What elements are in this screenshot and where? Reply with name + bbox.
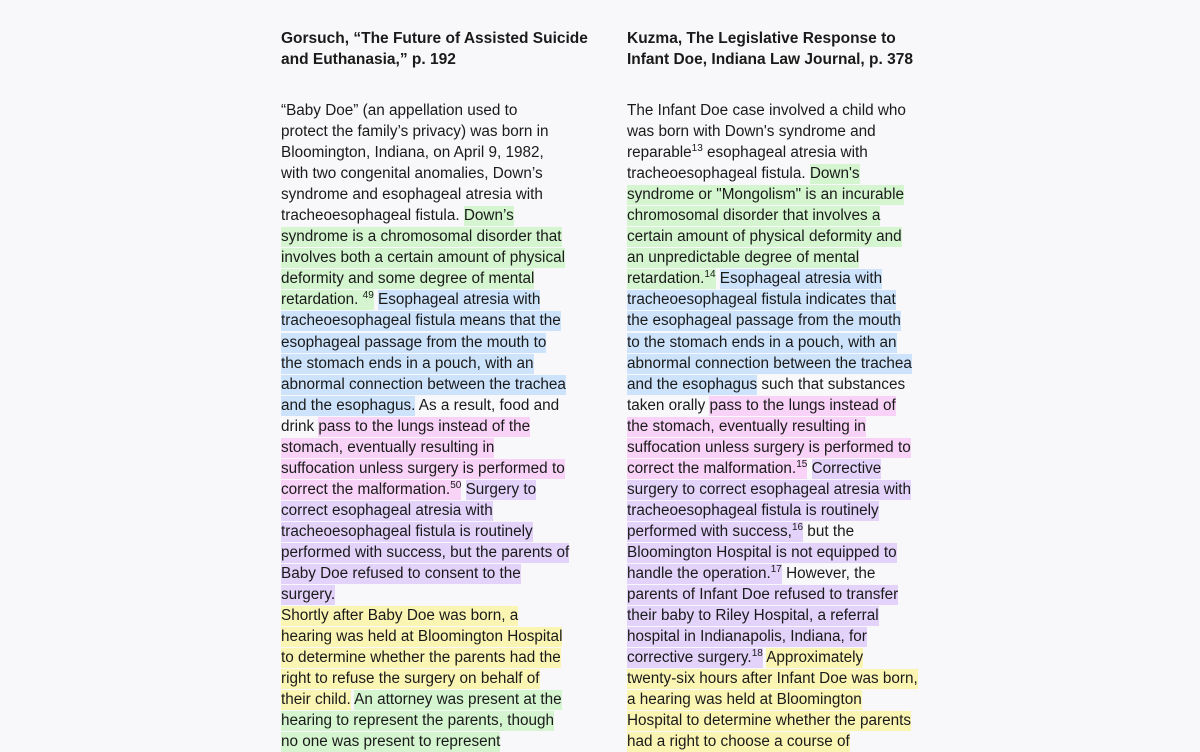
plain-text: tracheoesophageal fistula. (627, 165, 810, 183)
highlighted-blue-text: abnormal connection between the trachea (627, 354, 912, 372)
text-line (281, 247, 606, 268)
highlighted-blue-text: abnormal connection between the trachea (281, 375, 566, 393)
text-line (627, 668, 957, 689)
highlighted-blue-text: the stomach ends in a pouch, with an (281, 354, 534, 372)
highlighted-purple-text: hospital in Indianapolis, Indiana, for (627, 628, 867, 646)
text-line (627, 205, 957, 226)
text-line (281, 500, 606, 521)
text-line (281, 395, 606, 416)
highlighted-pink-text: pass to the lungs instead of (709, 396, 896, 414)
highlighted-green-text: retardation. (281, 291, 363, 309)
text-line (627, 374, 957, 395)
text-line (281, 626, 606, 647)
highlighted-green-text: an unpredictable degree of mental (627, 249, 860, 267)
plain-text: taken orally (627, 396, 710, 414)
highlighted-green-text: chromosomal disorder that involves a (627, 207, 881, 225)
highlighted-blue-text: tracheoesophageal fistula indicates that (627, 291, 896, 309)
highlighted-purple-text: handle the operation. (627, 565, 771, 583)
highlighted-yellow-text: twenty-six hours after Infant Doe was born, (627, 670, 918, 688)
text-line (281, 542, 606, 563)
plain-text: However, the (781, 565, 876, 583)
highlighted-pink-text (450, 480, 461, 500)
plain-text: esophageal atresia with (702, 144, 868, 162)
highlighted-green-text: certain amount of physical deformity and (627, 228, 902, 246)
highlighted-green-text (704, 269, 715, 289)
plain-text: was born with Down's syndrome and (627, 123, 876, 141)
highlighted-green-text: involves both a certain amount of physical (281, 249, 566, 267)
highlighted-yellow-text: their child. (281, 691, 351, 709)
highlighted-pink-text: suffocation unless surgery is performed to (281, 459, 565, 477)
text-line (281, 310, 606, 331)
plain-text: with two congenital anomalies, Down’s (281, 165, 543, 183)
highlighted-pink-text (796, 459, 807, 479)
text-line (281, 353, 606, 374)
highlighted-green-text: no one was present to represent (281, 733, 501, 751)
highlighted-yellow-text: hearing was held at Bloomington Hospital (281, 628, 563, 646)
text-line (627, 605, 957, 626)
highlighted-purple-text (771, 564, 782, 584)
plain-text: As a result, food and (415, 396, 560, 414)
text-line (627, 479, 957, 500)
plain-text: such that substances (757, 375, 906, 393)
highlighted-purple-text: Surgery to (465, 480, 537, 498)
highlighted-purple-text: Corrective (811, 459, 882, 477)
highlighted-purple-text: Baby Doe refused to consent to the (281, 565, 521, 583)
highlighted-pink-text: stomach, eventually resulting in (281, 438, 495, 456)
highlighted-blue-text: and the esophagus. (281, 396, 416, 414)
text-line (627, 542, 957, 563)
text-line (281, 205, 606, 226)
heading-line: Kuzma, The Legislative Response to (627, 30, 896, 47)
plain-text (461, 480, 465, 500)
text-line (281, 332, 606, 353)
highlighted-green-text: syndrome is a chromosomal disorder that (281, 228, 562, 246)
plain-text (807, 459, 811, 479)
text-line (281, 563, 606, 584)
plain-text: tracheoesophageal fistula. (281, 207, 464, 225)
text-line (281, 100, 606, 121)
highlighted-purple-text: parents of Infant Doe refused to transfer (627, 586, 899, 604)
text-line (627, 100, 957, 121)
text-line (627, 584, 957, 605)
highlighted-blue-text: Esophageal atresia with (719, 270, 883, 288)
text-line (627, 563, 957, 584)
highlighted-pink-text: correct the malformation. (281, 480, 451, 498)
highlighted-green-text: Down's (809, 165, 860, 183)
text-line (627, 626, 957, 647)
text-line (281, 731, 606, 752)
text-line (627, 353, 957, 374)
heading-line: Infant Doe, Indiana Law Journal, p. 378 (627, 51, 913, 68)
text-line (281, 605, 606, 626)
highlighted-purple-text (792, 522, 803, 542)
text-line (627, 121, 957, 142)
text-line (281, 163, 606, 184)
text-line (627, 458, 957, 479)
text-line (627, 268, 957, 289)
text-line (627, 395, 957, 416)
text-line (627, 731, 957, 752)
highlighted-yellow-text: to determine whether the parents had the (281, 649, 561, 667)
highlighted-green-text: deformity and some degree of mental (281, 270, 535, 288)
right-source-heading (627, 28, 957, 70)
text-line (627, 500, 957, 521)
heading-line: Gorsuch, “The Future of Assisted Suicide (281, 30, 588, 47)
plain-text (692, 143, 703, 163)
plain-text: reparable (627, 144, 692, 162)
plain-text: Bloomington, Indiana, on April 9, 1982, (281, 144, 544, 162)
text-line (281, 668, 606, 689)
text-line (627, 437, 957, 458)
highlighted-purple-text: performed with success, (627, 522, 792, 540)
text-line (627, 289, 957, 310)
text-line (281, 268, 606, 289)
text-line (281, 226, 606, 247)
highlighted-yellow-text: Shortly after Baby Doe was born, a (281, 607, 519, 625)
footnote-marker: 15 (796, 458, 808, 470)
text-line (281, 647, 606, 668)
highlighted-green-text: retardation. (627, 270, 705, 288)
right-source-text (627, 100, 957, 752)
highlighted-purple-text: their baby to Riley Hospital, a referral (627, 607, 879, 625)
highlighted-green-text (363, 290, 374, 310)
highlighted-purple-text: correct esophageal atresia with (281, 501, 493, 519)
text-line (627, 163, 957, 184)
highlighted-blue-text: tracheoesophageal fistula means that the (281, 312, 561, 330)
text-line (281, 289, 606, 310)
highlighted-yellow-text: a hearing was held at Bloomington (627, 691, 862, 709)
highlighted-purple-text: tracheoesophageal fistula is routinely (281, 522, 533, 540)
highlighted-purple-text: surgery to correct esophageal atresia with (627, 480, 911, 498)
text-line (281, 416, 606, 437)
highlighted-purple-text: surgery. (281, 586, 336, 604)
left-source-text (281, 100, 606, 752)
text-line (281, 521, 606, 542)
highlighted-pink-text: the stomach, eventually resulting in (627, 417, 866, 435)
heading-line: and Euthanasia,” p. 192 (281, 51, 456, 68)
highlighted-purple-text: tracheoesophageal fistula is routinely (627, 501, 879, 519)
text-line (627, 310, 957, 331)
footnote-marker: 16 (791, 521, 804, 533)
text-line (281, 458, 606, 479)
text-line (627, 416, 957, 437)
text-line (281, 142, 606, 163)
text-line (281, 121, 606, 142)
highlighted-green-text: Down’s (463, 207, 514, 225)
text-line (627, 184, 957, 205)
text-line (627, 332, 957, 353)
text-line (627, 226, 957, 247)
highlighted-purple-text (752, 648, 763, 668)
text-line (281, 479, 606, 500)
plain-text: “Baby Doe” (an appellation used to (281, 102, 518, 119)
text-line (281, 437, 606, 458)
highlighted-blue-text: to the stomach ends in a pouch, with an (627, 333, 897, 351)
text-line (627, 689, 957, 710)
highlighted-blue-text: and the esophagus (627, 375, 758, 393)
plain-text: drink (281, 417, 319, 435)
text-line (281, 710, 606, 731)
left-source-column (281, 28, 606, 752)
plain-text: The Infant Doe case involved a child who (627, 102, 906, 119)
text-line (627, 142, 957, 163)
text-line (627, 647, 957, 668)
highlighted-yellow-text: right to refuse the surgery on behalf of (281, 670, 540, 688)
text-line (281, 689, 606, 710)
highlighted-green-text: syndrome or "Mongolism" is an incurable (627, 186, 904, 204)
highlighted-blue-text: Esophageal atresia with (378, 291, 541, 309)
highlighted-pink-text: suffocation unless surgery is performed to (627, 438, 911, 456)
text-line (281, 184, 606, 205)
footnote-marker: 13 (691, 143, 703, 155)
left-source-heading (281, 28, 606, 70)
highlighted-green-text: An attorney was present at the (354, 691, 562, 709)
text-line (281, 584, 606, 605)
highlighted-blue-text: the esophageal passage from the mouth (627, 312, 901, 330)
highlighted-pink-text: pass to the lungs instead of the (318, 417, 531, 435)
footnote-marker: 17 (770, 564, 782, 576)
footnote-marker: 18 (751, 648, 763, 660)
plain-text: protect the family’s privacy) was born in (281, 123, 549, 141)
text-line (627, 247, 957, 268)
plain-text: syndrome and esophageal atresia with (281, 186, 543, 204)
highlighted-yellow-text: Approximately (766, 649, 864, 667)
text-line (627, 521, 957, 542)
text-line (281, 374, 606, 395)
footnote-marker: 49 (362, 290, 374, 302)
highlighted-purple-text: performed with success, but the parents of (281, 543, 570, 561)
highlighted-green-text: hearing to represent the parents, though (281, 712, 554, 730)
highlighted-yellow-text: had a right to choose a course of (627, 733, 850, 751)
highlighted-purple-text: corrective surgery. (627, 649, 752, 667)
highlighted-yellow-text: Hospital to determine whether the parents (627, 712, 912, 730)
right-source-column (627, 28, 957, 752)
highlighted-blue-text: esophageal passage from the mouth to (281, 333, 547, 351)
footnote-marker: 14 (704, 269, 716, 281)
highlighted-pink-text: correct the malformation. (627, 459, 797, 477)
highlighted-purple-text: Bloomington Hospital is not equipped to (627, 543, 897, 561)
text-line (627, 710, 957, 731)
plain-text: but the (803, 522, 855, 540)
footnote-marker: 50 (450, 479, 462, 491)
